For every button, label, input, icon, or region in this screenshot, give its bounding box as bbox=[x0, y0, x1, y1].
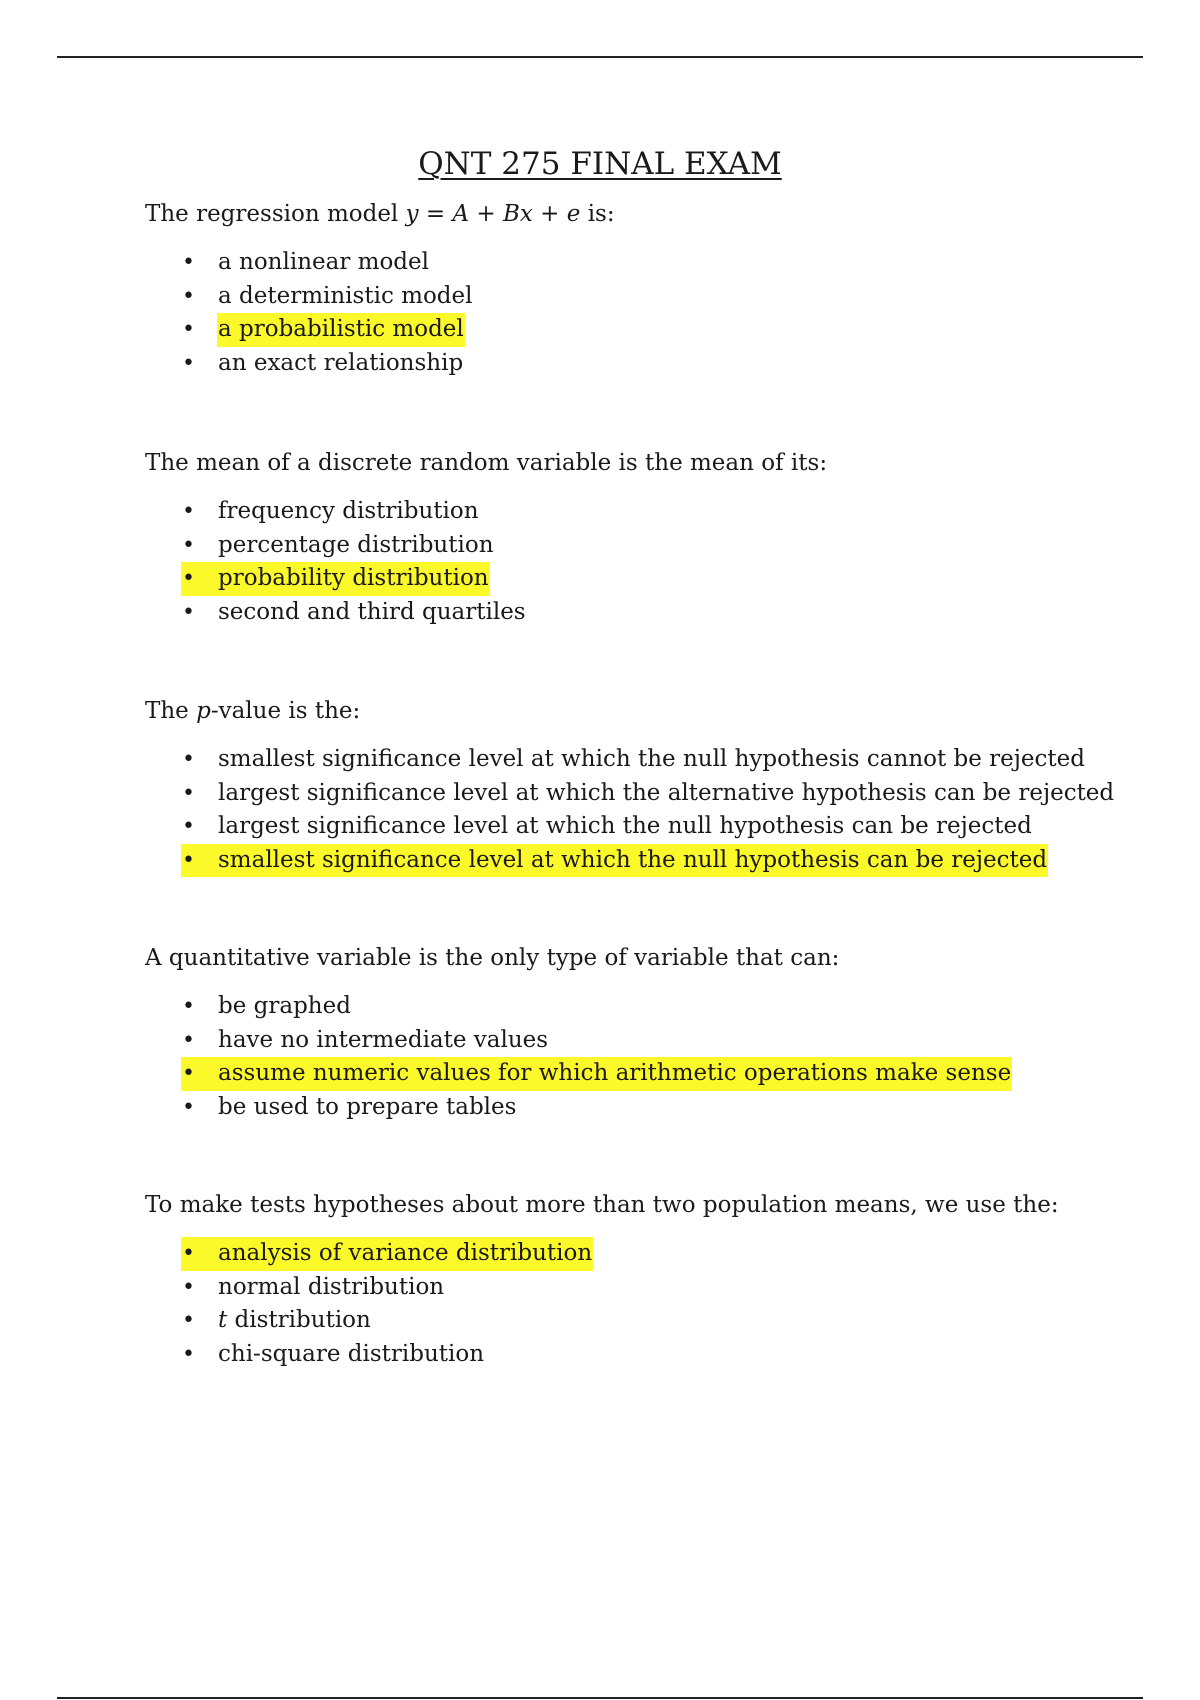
answer-option: • normal distribution bbox=[145, 1271, 1145, 1305]
question-4-text: A quantitative variable is the only type of variable that can: bbox=[145, 945, 840, 971]
answer-option: • percentage distribution bbox=[145, 529, 1145, 563]
question-3 bbox=[145, 695, 1145, 877]
question-3-options bbox=[145, 743, 1145, 877]
bullet-icon: • bbox=[182, 1308, 195, 1333]
question-3-suffix: -value is the: bbox=[210, 698, 361, 724]
bullet-icon: • bbox=[182, 847, 195, 873]
answer-option-correct: • analysis of variance distribution bbox=[145, 1237, 1145, 1271]
bullet-icon: • bbox=[182, 814, 195, 839]
answer-option: • be used to prepare tables bbox=[145, 1091, 1145, 1125]
answer-option: • second and third quartiles bbox=[145, 596, 1145, 630]
question-2-options bbox=[145, 495, 1145, 629]
bullet-icon: • bbox=[182, 1061, 195, 1086]
question-4 bbox=[145, 942, 1145, 1124]
question-3-text bbox=[145, 695, 1145, 727]
answer-option: • largest significance level at which the null hypothesis can be rejected bbox=[145, 810, 1145, 844]
bullet-icon: • bbox=[182, 747, 195, 772]
question-2 bbox=[145, 447, 1145, 629]
bullet-icon: • bbox=[182, 283, 195, 309]
answer-option: • frequency distribution bbox=[145, 495, 1145, 529]
t-distribution-label: t distribution bbox=[218, 1307, 371, 1333]
answer-option bbox=[145, 1304, 1145, 1338]
answer-option-correct: • assume numeric values for which arithmetic operations make sense bbox=[145, 1057, 1145, 1091]
bullet-icon: • bbox=[182, 1341, 195, 1367]
bullet-icon: • bbox=[182, 1241, 195, 1266]
bullet-icon: • bbox=[182, 780, 195, 806]
bottom-rule bbox=[57, 1697, 1143, 1699]
answer-option: • largest significance level at which the alternative hypothesis can be rejected bbox=[145, 777, 1145, 811]
question-5 bbox=[145, 1189, 1145, 1371]
exam-title: QNT 275 FINAL EXAM bbox=[418, 146, 782, 182]
bullet-icon: • bbox=[182, 1027, 195, 1053]
question-2-text: The mean of a discrete random variable is the mean of its: bbox=[145, 450, 828, 476]
question-3-prefix: The bbox=[145, 698, 197, 724]
answer-option: • a nonlinear model bbox=[145, 246, 1145, 280]
question-1-prefix: The regression model bbox=[145, 201, 406, 227]
answer-option: • have no intermediate values bbox=[145, 1024, 1145, 1058]
question-1-text bbox=[145, 198, 1145, 230]
bullet-icon: • bbox=[182, 1094, 195, 1120]
answer-option: • chi-square distribution bbox=[145, 1338, 1145, 1372]
bullet-icon: • bbox=[182, 350, 195, 376]
answer-option-correct: • smallest significance level at which the null hypothesis can be rejected bbox=[145, 844, 1145, 878]
bullet-icon: • bbox=[182, 250, 195, 275]
answer-option: • be graphed bbox=[145, 990, 1145, 1024]
bullet-icon: • bbox=[182, 599, 195, 625]
question-1 bbox=[145, 198, 1145, 380]
question-4-options bbox=[145, 990, 1145, 1124]
answer-option: • an exact relationship bbox=[145, 347, 1145, 381]
bullet-icon: • bbox=[182, 499, 195, 524]
question-5-text: To make tests hypotheses about more than two population means, we use the: bbox=[145, 1192, 1059, 1218]
question-1-formula: y = A + Bx + e bbox=[405, 201, 581, 227]
bullet-icon: • bbox=[182, 1274, 195, 1300]
question-1-suffix: is: bbox=[580, 201, 615, 227]
bullet-icon: • bbox=[182, 317, 195, 342]
answer-option: • smallest significance level at which the null hypothesis cannot be rejected bbox=[145, 743, 1145, 777]
answer-option-correct: • a probabilistic model bbox=[145, 313, 1145, 347]
question-5-options bbox=[145, 1237, 1145, 1371]
answer-option: • a deterministic model bbox=[145, 280, 1145, 314]
question-1-options bbox=[145, 246, 1145, 380]
bullet-icon: • bbox=[182, 532, 195, 558]
bullet-icon: • bbox=[182, 994, 195, 1019]
question-3-italic: p bbox=[196, 698, 211, 724]
top-rule bbox=[57, 56, 1143, 58]
answer-option-correct: • probability distribution bbox=[145, 562, 1145, 596]
bullet-icon: • bbox=[182, 566, 195, 591]
